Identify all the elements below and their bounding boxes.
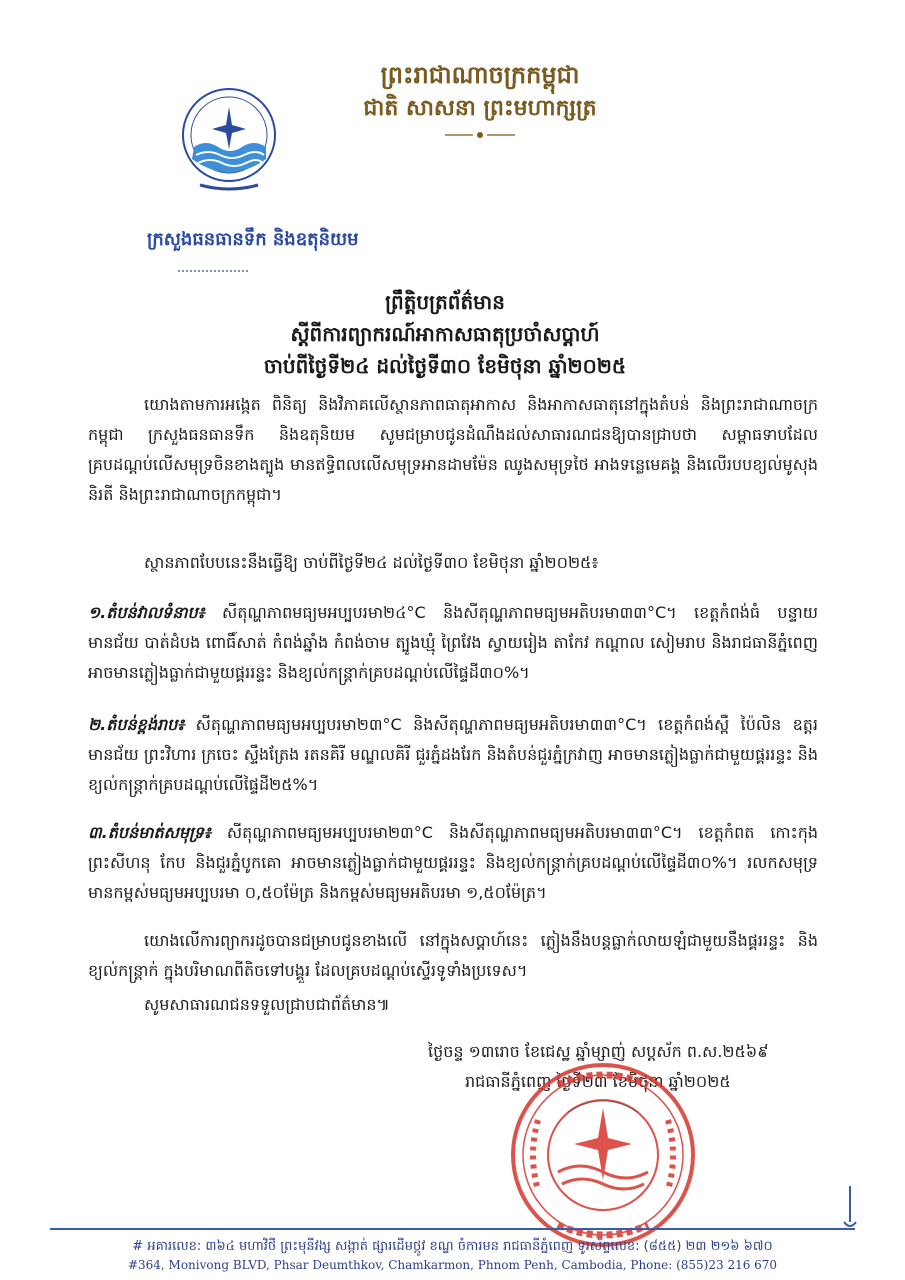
region-lowland <box>88 598 818 688</box>
footer-address-km: # អគារលេខ: ៣៦៤ មហាវិថី ព្រះមុនីវង្ស សង្កាត់ ផ្សារដើមថ្កូវ ខណ្ឌ ចំការមន រាជធានីភ្នំពេញ ទូរស័ព្ទលេខ: (៨៥៥) ២៣ ២១៦ ៦៧០ <box>132 1239 773 1254</box>
intro-paragraph: យោងតាមការអង្កេត ពិនិត្យ និងវិភាគលើស្ថានភាពធាតុអាកាស និងអាកាសធាតុនៅក្នុងតំបន់ និងព្រះរាជាណាចក្រកម្ពុជា ក្រសួងធនធានទឹក និងឧតុនិយម សូមជម្រាបជូនដំណឹងដល់សាធារណជនឱ្យបានជ្រាបថា សម្ពាធទាបដែលគ្របដណ្តប់លើសមុទ្រចិនខាងត្បូង មានឥទ្ធិពលលើសមុទ្រអានដាមម៉ែន ឈូងសមុទ្រថៃ អាងទន្លេមេគង្គ និងលើរបបខ្យល់មូសុងនិរតី និងព្រះរាជាណាចក្រកម្ពុជា។ <box>88 395 818 504</box>
region-heading: ៣.តំបន់មាត់សមុទ្រ៖ <box>88 823 211 842</box>
region-coastal <box>88 818 818 908</box>
ministry-logo <box>180 85 278 195</box>
kingdom-header <box>330 58 630 143</box>
region-text: សីតុណ្ហភាពមធ្យមអប្បបរមា២៤°C និងសីតុណ្ហភាពមធ្យមអតិបរមា៣៣°C។ ខេត្តកំពង់ធំ បន្ទាយមានជ័យ បាត់ដំបង ពោធិ៍សាត់ កំពង់ឆ្នាំង កំពង់ចាម ត្បូងឃ្មុំ ព្រៃវែង ស្វាយរៀង តាកែវ កណ្តាល សៀមរាប និងរាជធានីភ្នំពេញ អាចមានភ្លៀងធ្លាក់ជាមួយផ្គររន្ទះ និងខ្យល់កន្ត្រាក់គ្របដណ្តប់លើផ្ទៃដី៣០%។ <box>88 603 818 682</box>
region-text: សីតុណ្ហភាពមធ្យមអប្បបរមា២៣°C និងសីតុណ្ហភាពមធ្យមអតិបរមា៣៣°C។ ខេត្តកំពត កោះកុង ព្រះសីហនុ កែប និងជួរភ្នំបូកគោ អាចមានភ្លៀងធ្លាក់ជាមួយផ្គររន្ទះ និងខ្យល់កន្ត្រាក់គ្របដណ្តប់លើផ្ទៃដី៣០%។ រលកសមុទ្រមានកម្ពស់មធ្យមអប្បបរមា ០,៥០ម៉ែត្រ និងកម្ពស់មធ្យមអតិបរមា ១,៥០ម៉ែត្រ។ <box>88 823 818 902</box>
lunar-date: ថ្ងៃចន្ទ ១៣រោច ខែជេស្ឋ ឆ្នាំម្សាញ់ សប្តស័ក ព.ស.២៥៦៩ <box>428 1042 769 1061</box>
closing-line: សូមសាធារណជនទទួលជ្រាបជាព័ត៌មាន៕ <box>144 995 390 1014</box>
conclusion-paragraph: យោងលើការព្យាករដូចបានជម្រាបជូនខាងលើ នៅក្នុងសប្តាហ៍នេះ ភ្លៀងនឹងបន្តធ្លាក់លាយឡំជាមួយនឹងផ្គររន្ទះ និងខ្យល់កន្ត្រាក់ ក្នុងបរិមាណពីតិចទៅបង្គួរ ដែលគ្របដណ្តប់ស្ទើរទូទាំងប្រទេស។ <box>88 931 818 980</box>
ministry-name: ក្រសួងធនធានទឹក និងឧតុនិយម <box>147 229 359 250</box>
region-heading: ១.តំបន់វាលទំនាប៖ <box>88 603 205 622</box>
title-line-1: ព្រឹត្តិបត្រព័ត៌មាន <box>385 290 505 314</box>
footer-address-en: #364, Monivong BLVD, Phsar Deumthkov, Chamkarmon, Phnom Penh, Cambodia, Phone: (855)23 216 670 <box>127 1258 778 1272</box>
official-seal-icon <box>508 1060 698 1250</box>
region-heading: ២.តំបន់ខ្ពង់រាប៖ <box>88 715 185 734</box>
footer-emblem-icon <box>842 1186 858 1230</box>
kingdom-title: ព្រះរាជាណាចក្រកម្ពុជា <box>380 60 580 89</box>
condition-paragraph: ស្ថានភាពបែបនេះនឹងធ្វើឱ្យ ចាប់ពីថ្ងៃទី២៤ ដល់ថ្ងៃទី៣០ ខែមិថុនា ឆ្នាំ២០២៥៖ <box>144 553 599 572</box>
footer-divider <box>50 1228 855 1230</box>
title-line-2: ស្តីពីការព្យាករណ៍អាកាសធាតុប្រចាំសប្តាហ៍ <box>290 322 600 346</box>
solar-date: រាជធានីភ្នំពេញ ថ្ងៃទី២៣ ខែមិថុនា ឆ្នាំ២០២៥ <box>465 1072 731 1091</box>
ornament-divider-icon <box>445 131 515 139</box>
bulletin-title <box>140 286 750 382</box>
title-line-3: ចាប់ពីថ្ងៃទី២៤ ដល់ថ្ងៃទី៣០ ខែមិថុនា ឆ្នាំ២០២៥ <box>263 354 627 378</box>
ministry-divider-icon <box>178 268 248 274</box>
region-text: សីតុណ្ហភាពមធ្យមអប្បបរមា២៣°C និងសីតុណ្ហភាពមធ្យមអតិបរមា៣៣°C។ ខេត្តកំពង់ស្ពឺ ប៉ៃលិន ឧត្តរមានជ័យ ព្រះវិហារ ក្រចេះ ស្ទឹងត្រែង រតនគិរី មណ្ឌលគិរី ជួរភ្នំដងរែក និងតំបន់ជួរភ្នំក្រវាញ អាចមានភ្លៀងធ្លាក់ជាមួយផ្គររន្ទះ និងខ្យល់កន្ត្រាក់គ្របដណ្តប់លើផ្ទៃដី២៥%។ <box>88 715 818 794</box>
kingdom-motto: ជាតិ សាសនា ព្រះមហាក្សត្រ <box>363 95 597 121</box>
region-highland <box>88 710 818 800</box>
